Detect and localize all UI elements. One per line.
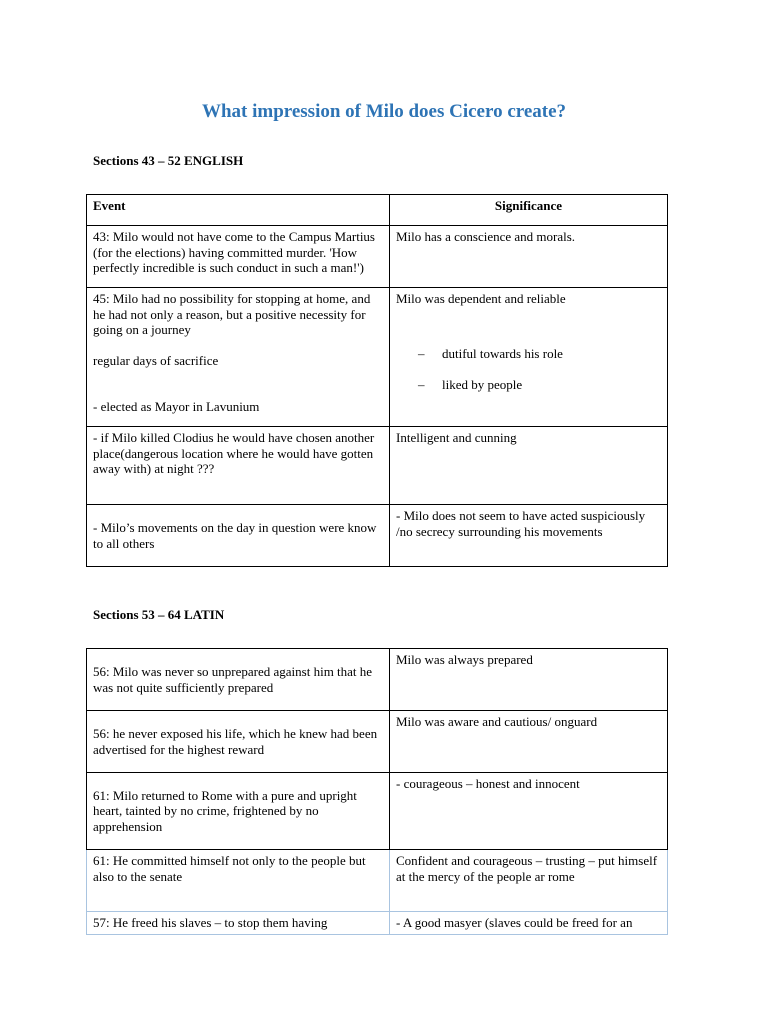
- list-item-text: dutiful towards his role: [442, 345, 563, 361]
- significance-cell: Milo has a conscience and morals.: [390, 226, 668, 288]
- section1-heading: Sections 43 – 52 ENGLISH: [93, 153, 244, 168]
- section1-table: [86, 194, 668, 567]
- event-line: 45: Milo had no possibility for stopping at home, and he had not only a reason, but a positive necessity for going on a journey: [93, 291, 371, 337]
- event-line: regular days of sacrifice: [93, 352, 219, 368]
- list-item-text: liked by people: [442, 376, 523, 392]
- event-cell: 56: Milo was never so unprepared against him that he was not quite sufficiently prepared: [87, 649, 390, 711]
- event-cell: 43: Milo would not have come to the Campus Martius (for the elections) having committed murder. 'How perfectly incredible is such conduct in such a man!'): [87, 226, 390, 288]
- dash-bullet: –: [418, 345, 425, 361]
- table-row: [87, 226, 668, 288]
- significance-cell: - Milo does not seem to have acted suspiciously /no secrecy surrounding his movements: [390, 505, 668, 567]
- event-cell: 56: he never exposed his life, which he knew had been advertised for the highest reward: [87, 711, 390, 773]
- event-cell: [87, 288, 390, 427]
- table-row: [87, 427, 668, 505]
- event-cell: - Milo’s movements on the day in question were know to all others: [87, 505, 390, 567]
- event-cell: 61: Milo returned to Rome with a pure and upright heart, tainted by no crime, frightened by no apprehension: [87, 773, 390, 850]
- significance-cell: Milo was aware and cautious/ onguard: [390, 711, 668, 773]
- significance-cell: Confident and courageous – trusting – put himself at the mercy of the people ar rome: [390, 850, 668, 912]
- significance-cell: Milo was always prepared: [390, 649, 668, 711]
- table-header-row: [87, 195, 668, 226]
- list-item: [396, 346, 661, 377]
- dash-bullet: –: [418, 376, 425, 392]
- table-row: [87, 773, 668, 850]
- section2-table: [86, 648, 668, 935]
- list-item: [396, 377, 661, 393]
- significance-header: Significance: [390, 195, 668, 226]
- table-row: [87, 850, 668, 912]
- event-line: - elected as Mayor in Lavunium: [93, 399, 260, 414]
- significance-cell: [390, 288, 668, 427]
- table-row: [87, 912, 668, 935]
- event-cell: 61: He committed himself not only to the people but also to the senate: [87, 850, 390, 912]
- table-row: [87, 505, 668, 567]
- event-cell: - if Milo killed Clodius he would have chosen another place(dangerous location where he would have gotten away with) at night ???: [87, 427, 390, 505]
- table-row: [87, 711, 668, 773]
- significance-cell: Intelligent and cunning: [390, 427, 668, 505]
- section2-heading: Sections 53 – 64 LATIN: [93, 607, 225, 622]
- event-cell: 57: He freed his slaves – to stop them having: [87, 912, 390, 935]
- event-header: Event: [87, 195, 390, 226]
- significance-cell: - courageous – honest and innocent: [390, 773, 668, 850]
- page-title: What impression of Milo does Cicero create?: [201, 101, 567, 122]
- table-row: [87, 649, 668, 711]
- table-row: [87, 288, 668, 427]
- significance-cell: - A good masyer (slaves could be freed for an: [390, 912, 668, 935]
- significance-text: Milo was dependent and reliable: [396, 291, 566, 306]
